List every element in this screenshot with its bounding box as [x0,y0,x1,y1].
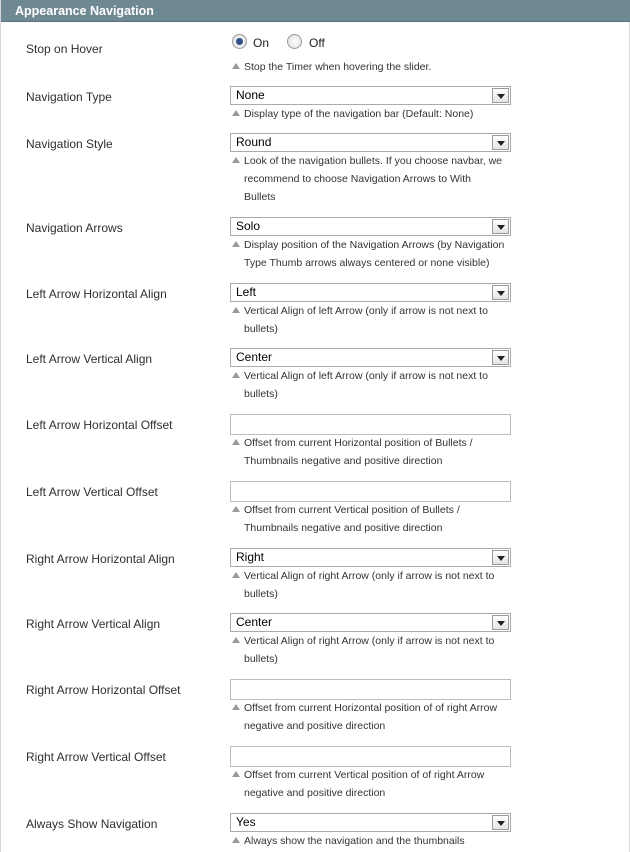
always-show-navigation-select[interactable] [230,813,511,832]
field-label: Left Arrow Vertical Align [26,352,153,366]
select-value: Round [236,135,272,149]
select-value: Right [236,550,265,564]
triangle-up-icon [232,110,240,116]
triangle-up-icon [232,771,240,777]
triangle-up-icon [232,704,240,710]
field-label: Right Arrow Vertical Offset [26,750,166,764]
triangle-up-icon [232,572,240,578]
chevron-down-icon[interactable] [492,88,509,103]
right-arrow-h-align-select[interactable] [230,548,511,567]
triangle-up-icon [232,637,240,643]
field-label: Right Arrow Vertical Align [26,617,161,631]
right-arrow-v-offset-input[interactable] [230,746,511,767]
navigation-arrows-select[interactable] [230,217,511,236]
triangle-up-icon [232,372,240,378]
field-note: Always show the navigation and the thumbnails [232,832,517,850]
triangle-up-icon [232,241,240,247]
triangle-up-icon [232,439,240,445]
triangle-up-icon [232,307,240,313]
section-title: Appearance Navigation [15,4,154,18]
radio-on[interactable] [232,34,247,49]
field-label: Navigation Style [26,137,113,151]
field-note: Look of the navigation bullets. If you choose navbar, we recommend to choose Navigation Arrows to With Bullets [232,152,517,206]
field-label: Always Show Navigation [26,817,158,831]
field-label: Navigation Type [26,90,112,104]
field-note: Vertical Align of right Arrow (only if arrow is not next to bullets) [232,632,517,668]
select-value: Left [236,285,257,299]
field-note: Stop the Timer when hovering the slider. [232,58,517,76]
field-label: Left Arrow Horizontal Offset [26,418,173,432]
field-note: Vertical Align of left Arrow (only if arrow is not next to bullets) [232,367,517,403]
field-note: Vertical Align of right Arrow (only if arrow is not next to bullets) [232,567,517,603]
left-arrow-v-offset-input[interactable] [230,481,511,502]
field-note: Vertical Align of left Arrow (only if arrow is not next to bullets) [232,302,517,338]
section-header[interactable] [1,0,630,22]
left-arrow-v-align-select[interactable] [230,348,511,367]
triangle-up-icon [232,506,240,512]
left-arrow-h-offset-input[interactable] [230,414,511,435]
field-note: Offset from current Horizontal position of Bullets / Thumbnails negative and positive direction [232,434,517,470]
radio-on-label: On [253,36,270,50]
field-label: Navigation Arrows [26,221,123,235]
right-arrow-v-align-select[interactable] [230,613,511,632]
field-label: Stop on Hover [26,42,103,56]
radio-off[interactable] [287,34,302,49]
field-label: Left Arrow Vertical Offset [26,485,158,499]
chevron-down-icon[interactable] [492,550,509,565]
field-note: Offset from current Vertical position of Bullets / Thumbnails negative and positive direction [232,501,517,537]
field-label: Right Arrow Horizontal Align [26,552,175,566]
field-note: Display position of the Navigation Arrows (by Navigation Type Thumb arrows always centered or none visible) [232,236,517,272]
radio-off-label: Off [309,36,325,50]
field-note: Offset from current Horizontal position of of right Arrow negative and positive direction [232,699,517,735]
chevron-down-icon[interactable] [492,285,509,300]
select-value: None [236,88,265,102]
chevron-down-icon[interactable] [492,350,509,365]
left-arrow-h-align-select[interactable] [230,283,511,302]
navigation-style-select[interactable] [230,133,511,152]
select-value: Solo [236,219,261,233]
chevron-down-icon[interactable] [492,135,509,150]
triangle-up-icon [232,157,240,163]
field-note: Offset from current Vertical position of of right Arrow negative and positive direction [232,766,517,802]
right-arrow-h-offset-input[interactable] [230,679,511,700]
select-value: Center [236,615,273,629]
field-label: Left Arrow Horizontal Align [26,287,167,301]
chevron-down-icon[interactable] [492,219,509,234]
triangle-up-icon [232,63,240,69]
select-value: Center [236,350,273,364]
field-note: Display type of the navigation bar (Default: None) [232,105,517,123]
field-label: Right Arrow Horizontal Offset [26,683,181,697]
chevron-down-icon[interactable] [492,615,509,630]
triangle-up-icon [232,837,240,843]
navigation-type-select[interactable] [230,86,511,105]
select-value: Yes [236,815,256,829]
chevron-down-icon[interactable] [492,815,509,830]
